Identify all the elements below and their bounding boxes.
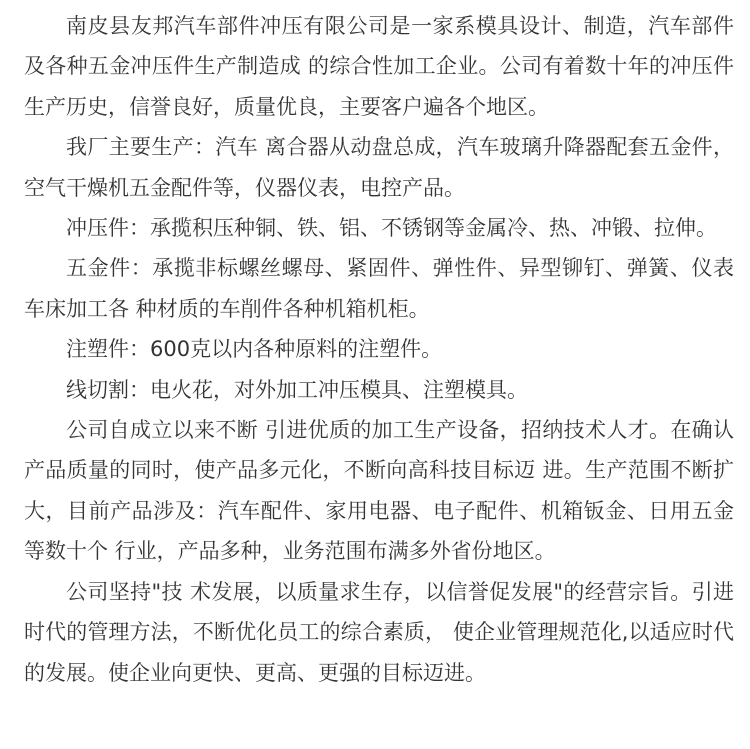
paragraph-injection-parts: 注塑件：600克以内各种原料的注塑件。: [66, 337, 443, 362]
paragraph-development: 公司自成立以来不断 引进优质的加工生产设备，招纳技术人才。在确认产品质量的同时，使产品多元化，不断向高科技目标迈 进。生产范围不断扩大，目前产品涉及：汽车配件、家用电器、电子配件、机箱钣金、日用五金等数十个 行业，产品多种，业务范围布满多外省份地区。: [24, 418, 734, 564]
paragraph-company-intro: 南皮县友邦汽车部件冲压有限公司是一家系模具设计、制造，汽车部件及各种五金冲压件生产制造成 的综合性加工企业。公司有着数十年的冲压件生产历史，信誉良好，质量优良，主要客户遍各个地区。: [24, 14, 734, 119]
paragraph-hardware-parts: 五金件：承揽非标螺丝螺母、紧固件、弹性件、异型铆钉、弹簧、仪表车床加工各 种材质的车削件各种机箱机柜。: [24, 256, 734, 321]
paragraph-main-products: 我厂主要生产：汽车 离合器从动盘总成，汽车玻璃升降器配套五金件，空气干燥机五金配件等，仪器仪表，电控产品。: [24, 135, 734, 200]
paragraph-wire-cutting: 线切割：电火花，对外加工冲压模具、注塑模具。: [66, 377, 528, 402]
paragraph-stamping-parts: 冲压件：承揽积压种铜、铁、铝、不锈钢等金属冷、热、冲锻、拉伸。: [66, 216, 717, 241]
paragraph-business-philosophy: 公司坚持"技 术发展，以质量求生存，以信誉促发展"的经营宗旨。引进时代的管理方法，不断优化员工的综合素质， 使企业管理规范化,以适应时代的发展。使企业向更快、更高、更强的目标迈进。: [24, 579, 734, 685]
